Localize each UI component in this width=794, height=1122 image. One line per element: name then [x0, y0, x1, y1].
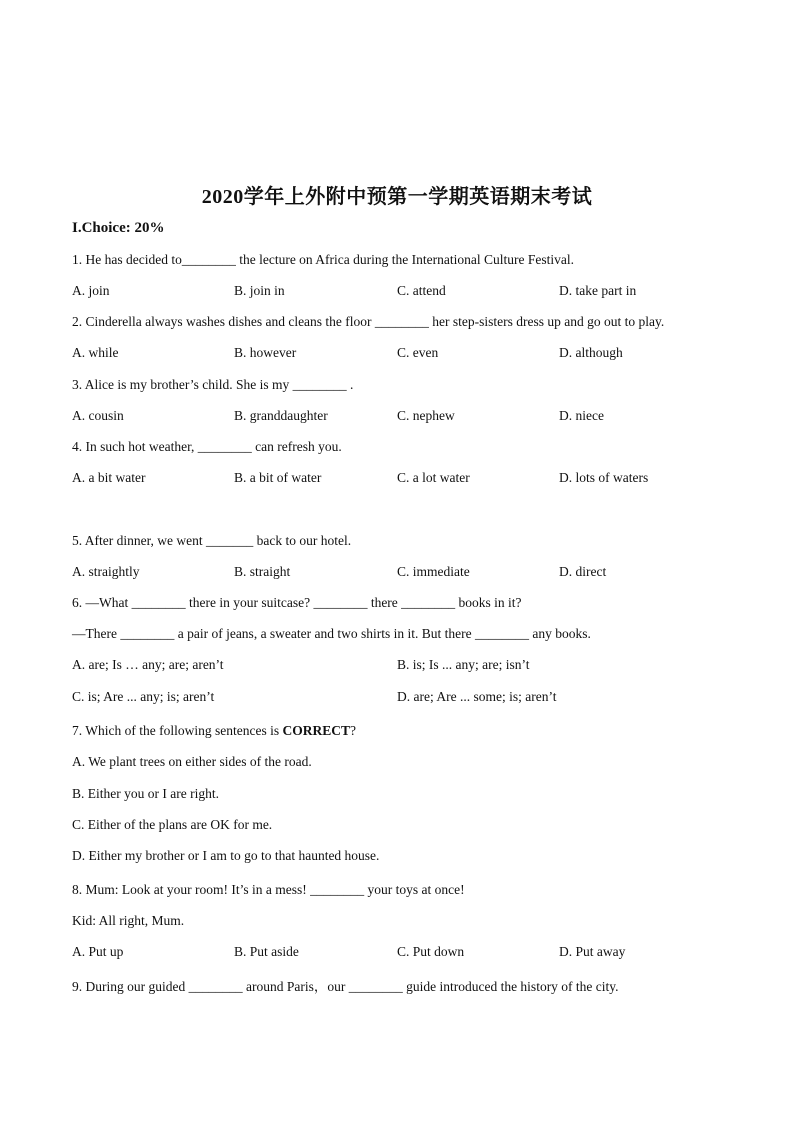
- q2-option-d: D. although: [559, 345, 623, 360]
- q1-option-a: A. join: [72, 283, 110, 298]
- q2-option-c: C. even: [397, 345, 439, 360]
- q4-option-a: A. a bit water: [72, 470, 146, 485]
- q7-option-a: A. We plant trees on either sides of the road.: [72, 754, 312, 769]
- q8-option-c: C. Put down: [397, 944, 465, 959]
- question-6-line-2: —There ________ a pair of jeans, a sweater and two shirts in it. But there ________ any books.: [72, 626, 591, 641]
- q5-option-b: B. straight: [234, 564, 291, 579]
- question-3: 3. Alice is my brother’s child. She is my ________ .: [72, 377, 354, 392]
- q6-option-a: A. are; Is … any; are; aren’t: [72, 657, 224, 672]
- q3-option-c: C. nephew: [397, 408, 455, 423]
- question-8-line-2: Kid: All right, Mum.: [72, 913, 185, 928]
- question-7: [72, 723, 356, 739]
- question-8-line-1: 8. Mum: Look at your room! It’s in a mess! ________ your toys at once!: [72, 882, 465, 897]
- q4-option-c: C. a lot water: [397, 470, 470, 485]
- q3-option-a: A. cousin: [72, 408, 124, 423]
- q5-option-a: A. straightly: [72, 564, 140, 579]
- question-5: 5. After dinner, we went _______ back to our hotel.: [72, 533, 352, 548]
- q8-option-b: B. Put aside: [234, 944, 299, 959]
- q6-option-c: C. is; Are ... any; is; aren’t: [72, 689, 215, 704]
- q7-text-after: ?: [349, 723, 356, 738]
- exam-title: 2020学年上外附中预第一学期英语期末考试: [201, 186, 593, 208]
- q6-option-b: B. is; Is ... any; are; isn’t: [397, 657, 530, 672]
- q7-option-c: C. Either of the plans are OK for me.: [72, 817, 273, 832]
- q1-option-c: C. attend: [397, 283, 446, 298]
- q7-option-b: B. Either you or I are right.: [72, 786, 219, 801]
- question-9: 9. During our guided ________ around Paris，our ________ guide introduced the history of the city.: [72, 979, 619, 994]
- q8-option-a: A. Put up: [72, 944, 124, 959]
- question-1: 1. He has decided to________ the lecture on Africa during the International Culture Festival.: [72, 252, 574, 267]
- q7-option-d: D. Either my brother or I am to go to that haunted house.: [72, 848, 380, 863]
- q2-option-b: B. however: [234, 345, 297, 360]
- q5-option-d: D. direct: [559, 564, 607, 579]
- question-4: 4. In such hot weather, ________ can refresh you.: [72, 439, 342, 454]
- q1-option-b: B. join in: [234, 283, 285, 298]
- q6-option-d: D. are; Are ... some; is; aren’t: [397, 689, 557, 704]
- q3-option-b: B. granddaughter: [234, 408, 328, 423]
- q1-option-d: D. take part in: [559, 283, 637, 298]
- q3-option-d: D. niece: [559, 408, 604, 423]
- q4-option-d: D. lots of waters: [559, 470, 649, 485]
- q5-option-c: C. immediate: [397, 564, 470, 579]
- q7-text-bold: CORRECT: [282, 723, 350, 738]
- q8-option-d: D. Put away: [559, 944, 626, 959]
- section-heading: I.Choice: 20%: [72, 220, 165, 236]
- question-2: 2. Cinderella always washes dishes and cleans the floor ________ her step-sisters dress up and go out to play.: [72, 314, 665, 329]
- q2-option-a: A. while: [72, 345, 119, 360]
- q7-text-before: 7. Which of the following sentences is: [72, 723, 283, 738]
- q4-option-b: B. a bit of water: [234, 470, 322, 485]
- question-6-line-1: 6. —What ________ there in your suitcase? ________ there ________ books in it?: [72, 595, 522, 610]
